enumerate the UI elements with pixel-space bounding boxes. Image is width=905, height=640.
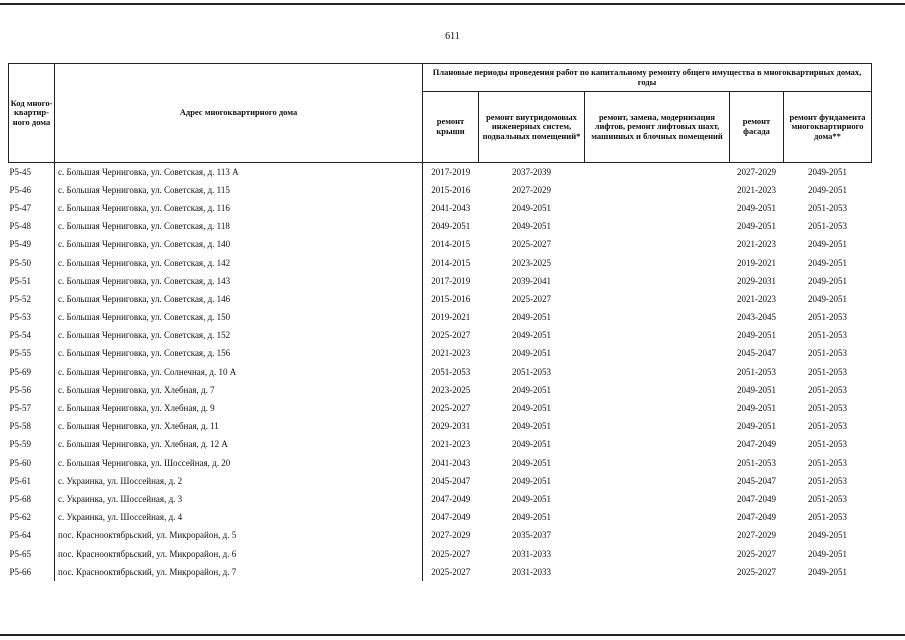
cell-facade: 2049-2051 [737, 221, 776, 232]
cell-systems: 2039-2041 [512, 275, 551, 286]
cell-code: P5-50 [9, 257, 32, 268]
cell-code: P5-68 [9, 493, 32, 504]
cell-code: P5-48 [9, 221, 32, 232]
cell-code: P5-69 [9, 366, 32, 377]
header-facade: ремонт фасада [730, 92, 784, 163]
cell-facade: 2049-2051 [737, 421, 776, 432]
cell-foundation: 2049-2051 [808, 257, 847, 268]
cell-facade: 2049-2051 [737, 403, 776, 414]
cell-code: P5-55 [9, 348, 32, 359]
cell-elevators [585, 345, 730, 363]
table-row [9, 199, 872, 217]
page-number: 611 [445, 31, 460, 42]
cell-elevators [585, 490, 730, 508]
cell-code: P5-60 [9, 457, 32, 468]
cell-roof: 2025-2027 [423, 563, 479, 581]
cell-foundation: 2049-2051 [808, 566, 847, 577]
table-row [9, 327, 872, 345]
cell-facade: 2021-2023 [737, 293, 776, 304]
cell-code: P5-62 [9, 512, 32, 523]
cell-elevators [585, 418, 730, 436]
cell-systems: 2023-2025 [512, 257, 551, 268]
cell-systems: 2049-2051 [512, 221, 551, 232]
cell-facade: 2051-2053 [737, 366, 776, 377]
repair-schedule-table [8, 63, 872, 581]
cell-facade: 2027-2029 [737, 166, 776, 177]
cell-code: P5-53 [9, 312, 32, 323]
table-row [9, 381, 872, 399]
cell-roof: 2015-2016 [423, 181, 479, 199]
header-systems: ремонт внутридомовых инженерных систем, подвальных помещений* [479, 92, 585, 163]
cell-foundation: 2051-2053 [808, 202, 847, 213]
table-row [9, 272, 872, 290]
cell-facade: 2021-2023 [737, 184, 776, 195]
cell-address: с. Большая Черниговка, ул. Хлебная, д. 9 [55, 399, 423, 417]
cell-facade: 2021-2023 [737, 239, 776, 250]
cell-address: с. Большая Черниговка, ул. Шоссейная, д. 20 [55, 454, 423, 472]
cell-systems: 2049-2051 [512, 202, 551, 213]
cell-systems: 2049-2051 [512, 348, 551, 359]
cell-systems: 2025-2027 [512, 293, 551, 304]
cell-elevators [585, 309, 730, 327]
cell-elevators [585, 290, 730, 308]
cell-elevators [585, 436, 730, 454]
cell-address: с. Большая Черниговка, ул. Советская, д. 146 [55, 290, 423, 308]
cell-code: P5-56 [9, 384, 32, 395]
cell-elevators [585, 454, 730, 472]
cell-foundation: 2049-2051 [808, 184, 847, 195]
table-row [9, 363, 872, 381]
cell-elevators [585, 381, 730, 399]
cell-foundation: 2051-2053 [808, 221, 847, 232]
cell-systems: 2049-2051 [512, 421, 551, 432]
cell-systems: 2049-2051 [512, 384, 551, 395]
table-row [9, 418, 872, 436]
cell-roof: 2014-2015 [423, 254, 479, 272]
cell-address: с. Украинка, ул. Шоссейная, д. 2 [55, 472, 423, 490]
table-row [9, 472, 872, 490]
cell-elevators [585, 254, 730, 272]
cell-code: P5-59 [9, 439, 32, 450]
table-row [9, 236, 872, 254]
cell-foundation: 2051-2053 [808, 475, 847, 486]
cell-facade: 2019-2021 [737, 257, 776, 268]
cell-roof: 2025-2027 [423, 399, 479, 417]
cell-systems: 2051-2053 [512, 366, 551, 377]
cell-roof: 2019-2021 [423, 309, 479, 327]
cell-code: P5-52 [9, 293, 32, 304]
cell-facade: 2027-2029 [737, 530, 776, 541]
cell-code: P5-49 [9, 239, 32, 250]
table-row [9, 436, 872, 454]
cell-systems: 2027-2029 [512, 184, 551, 195]
cell-elevators [585, 472, 730, 490]
table-row [9, 545, 872, 563]
cell-facade: 2025-2027 [737, 566, 776, 577]
cell-address: пос. Краснооктябрьский, ул. Микрорайон, д. 6 [55, 545, 423, 563]
cell-code: P5-65 [9, 548, 32, 559]
cell-roof: 2021-2023 [423, 436, 479, 454]
cell-facade: 2047-2049 [737, 512, 776, 523]
cell-elevators [585, 363, 730, 381]
cell-systems: 2049-2051 [512, 330, 551, 341]
cell-address: с. Большая Черниговка, ул. Советская, д. 143 [55, 272, 423, 290]
table-row [9, 490, 872, 508]
header-elevators: ремонт, замена, модернизация лифтов, ремонт лифтовых шахт, машинных и блочных помещений [585, 92, 730, 163]
cell-address: с. Украинка, ул. Шоссейная, д. 4 [55, 509, 423, 527]
cell-address: пос. Краснооктябрьский, ул. Микрорайон, д. 7 [55, 563, 423, 581]
cell-systems: 2049-2051 [512, 312, 551, 323]
table-row [9, 254, 872, 272]
cell-address: с. Украинка, ул. Шоссейная, д. 3 [55, 490, 423, 508]
cell-facade: 2043-2045 [737, 312, 776, 323]
cell-code: P5-46 [9, 184, 32, 195]
header-roof: ремонт крыши [423, 92, 479, 163]
cell-foundation: 2049-2051 [808, 166, 847, 177]
cell-foundation: 2051-2053 [808, 403, 847, 414]
cell-elevators [585, 181, 730, 199]
cell-facade: 2045-2047 [737, 475, 776, 486]
cell-code: P5-51 [9, 275, 32, 286]
cell-foundation: 2051-2053 [808, 348, 847, 359]
cell-facade: 2049-2051 [737, 384, 776, 395]
cell-systems: 2049-2051 [512, 439, 551, 450]
cell-roof: 2041-2043 [423, 454, 479, 472]
table-row [9, 509, 872, 527]
cell-facade: 2045-2047 [737, 348, 776, 359]
cell-roof: 2051-2053 [423, 363, 479, 381]
table-row [9, 309, 872, 327]
cell-foundation: 2049-2051 [808, 275, 847, 286]
cell-foundation: 2051-2053 [808, 457, 847, 468]
cell-address: с. Большая Черниговка, ул. Советская, д. 156 [55, 345, 423, 363]
table-row [9, 218, 872, 236]
cell-foundation: 2051-2053 [808, 366, 847, 377]
cell-address: с. Большая Черниговка, ул. Хлебная, д. 7 [55, 381, 423, 399]
cell-address: с. Большая Черниговка, ул. Советская, д. 115 [55, 181, 423, 199]
cell-foundation: 2049-2051 [808, 239, 847, 250]
cell-foundation: 2051-2053 [808, 512, 847, 523]
cell-roof: 2017-2019 [423, 163, 479, 182]
cell-systems: 2049-2051 [512, 403, 551, 414]
cell-systems: 2031-2033 [512, 548, 551, 559]
cell-systems: 2049-2051 [512, 457, 551, 468]
cell-roof: 2047-2049 [423, 490, 479, 508]
cell-systems: 2049-2051 [512, 512, 551, 523]
cell-roof: 2029-2031 [423, 418, 479, 436]
cell-foundation: 2051-2053 [808, 330, 847, 341]
cell-code: P5-45 [9, 166, 32, 177]
cell-address: с. Большая Черниговка, ул. Советская, д. 118 [55, 218, 423, 236]
table-row [9, 454, 872, 472]
bottom-rule [0, 634, 905, 636]
cell-systems: 2031-2033 [512, 566, 551, 577]
cell-address: с. Большая Черниговка, ул. Советская, д. 113 А [55, 163, 423, 182]
table-row [9, 290, 872, 308]
cell-elevators [585, 399, 730, 417]
cell-code: P5-58 [9, 421, 32, 432]
cell-roof: 2041-2043 [423, 199, 479, 217]
cell-roof: 2017-2019 [423, 272, 479, 290]
table-row [9, 181, 872, 199]
cell-facade: 2051-2053 [737, 457, 776, 468]
cell-foundation: 2051-2053 [808, 312, 847, 323]
cell-elevators [585, 272, 730, 290]
header-code: Код много-квартир-ного дома [9, 64, 55, 163]
cell-elevators [585, 545, 730, 563]
cell-foundation: 2049-2051 [808, 293, 847, 304]
table-row [9, 527, 872, 545]
cell-foundation: 2049-2051 [808, 530, 847, 541]
cell-foundation: 2051-2053 [808, 384, 847, 395]
cell-facade: 2025-2027 [737, 548, 776, 559]
cell-roof: 2015-2016 [423, 290, 479, 308]
cell-roof: 2049-2051 [423, 218, 479, 236]
cell-foundation: 2051-2053 [808, 439, 847, 450]
table-header [9, 64, 872, 163]
cell-code: P5-47 [9, 202, 32, 213]
cell-foundation: 2051-2053 [808, 421, 847, 432]
header-periods: Плановые периоды проведения работ по капитальному ремонту общего имущества в многоквартирных домах, годы [423, 64, 872, 92]
cell-address: с. Большая Черниговка, ул. Солнечная, д. 10 А [55, 363, 423, 381]
table-row [9, 399, 872, 417]
cell-address: с. Большая Черниговка, ул. Хлебная, д. 12 А [55, 436, 423, 454]
cell-roof: 2047-2049 [423, 509, 479, 527]
cell-address: с. Большая Черниговка, ул. Советская, д. 116 [55, 199, 423, 217]
cell-facade: 2049-2051 [737, 202, 776, 213]
cell-elevators [585, 218, 730, 236]
cell-code: P5-57 [9, 403, 32, 414]
cell-address: с. Большая Черниговка, ул. Советская, д. 142 [55, 254, 423, 272]
cell-elevators [585, 163, 730, 182]
cell-address: пос. Краснооктябрьский, ул. Микрорайон, д. 5 [55, 527, 423, 545]
table-body [9, 163, 872, 582]
cell-roof: 2027-2029 [423, 527, 479, 545]
cell-systems: 2025-2027 [512, 239, 551, 250]
cell-roof: 2025-2027 [423, 327, 479, 345]
table-row [9, 163, 872, 182]
cell-foundation: 2051-2053 [808, 493, 847, 504]
cell-facade: 2049-2051 [737, 330, 776, 341]
cell-roof: 2045-2047 [423, 472, 479, 490]
cell-systems: 2049-2051 [512, 475, 551, 486]
cell-systems: 2035-2037 [512, 530, 551, 541]
cell-address: с. Большая Черниговка, ул. Советская, д. 150 [55, 309, 423, 327]
cell-roof: 2023-2025 [423, 381, 479, 399]
cell-code: P5-61 [9, 475, 32, 486]
header-address: Адрес многоквартирного дома [55, 64, 423, 163]
cell-systems: 2049-2051 [512, 493, 551, 504]
cell-elevators [585, 563, 730, 581]
header-foundation: ремонт фундамента многоквартирного дома** [784, 92, 872, 163]
table-row [9, 345, 872, 363]
cell-facade: 2047-2049 [737, 439, 776, 450]
cell-elevators [585, 527, 730, 545]
cell-code: P5-64 [9, 530, 32, 541]
cell-systems: 2037-2039 [512, 166, 551, 177]
cell-roof: 2025-2027 [423, 545, 479, 563]
cell-facade: 2029-2031 [737, 275, 776, 286]
cell-address: с. Большая Черниговка, ул. Советская, д. 152 [55, 327, 423, 345]
cell-address: с. Большая Черниговка, ул. Советская, д. 140 [55, 236, 423, 254]
cell-facade: 2047-2049 [737, 493, 776, 504]
cell-roof: 2014-2015 [423, 236, 479, 254]
cell-elevators [585, 236, 730, 254]
cell-elevators [585, 509, 730, 527]
table-row [9, 563, 872, 581]
cell-elevators [585, 327, 730, 345]
cell-code: P5-66 [9, 566, 32, 577]
top-rule [0, 3, 905, 5]
cell-address: с. Большая Черниговка, ул. Хлебная, д. 11 [55, 418, 423, 436]
cell-elevators [585, 199, 730, 217]
cell-code: P5-54 [9, 330, 32, 341]
cell-foundation: 2049-2051 [808, 548, 847, 559]
cell-roof: 2021-2023 [423, 345, 479, 363]
